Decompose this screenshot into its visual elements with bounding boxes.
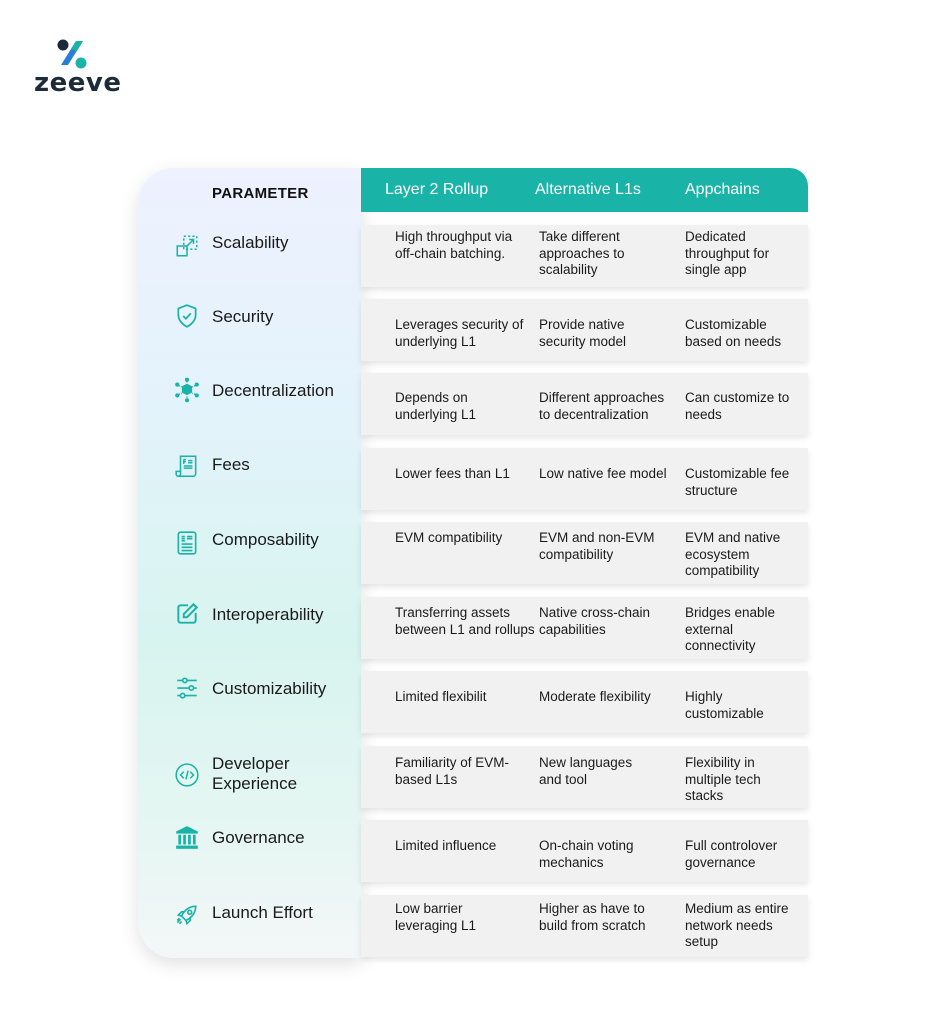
parameter-composability [138, 522, 361, 584]
scale-expand-icon [174, 233, 200, 259]
table-cell: EVM compatibility [395, 530, 503, 545]
table-row [361, 597, 808, 659]
column-header-bar [361, 168, 808, 212]
parameter-customizability [138, 671, 361, 733]
logo-wordmark: zeeve [34, 68, 122, 98]
parameter-label: Launch Effort [212, 903, 313, 922]
rocket-icon [174, 902, 200, 928]
table-cell: Familiarity of EVM-based L1s [395, 755, 510, 787]
table-row [361, 448, 808, 510]
parameter-decentralization [138, 373, 361, 435]
zeeve-logo-mark-icon [56, 38, 88, 70]
table-row [361, 299, 808, 361]
table-cell: Can customize to needs [685, 390, 790, 422]
table-cell: Transferring assets between L1 and rollups [395, 605, 535, 637]
table-cell: High throughput via off-chain batching. [395, 229, 513, 261]
table-cell: Different approaches to decentralization [539, 390, 665, 422]
table-cell: Depends on underlying L1 [395, 390, 477, 422]
table-cell: Medium as entire network needs setup [685, 901, 789, 949]
table-row [361, 522, 808, 584]
parameter-label: Interoperability [212, 605, 324, 624]
comparison-table [138, 168, 808, 958]
table-cell: EVM and native ecosystem compatibility [685, 530, 781, 578]
receipt-icon [174, 453, 200, 479]
column-header-appchains: Appchains [685, 181, 760, 198]
table-cell: Leverages security of underlying L1 [395, 317, 524, 349]
parameter-scalability [138, 225, 361, 287]
table-row [361, 746, 808, 808]
table-cell: Low barrier leveraging L1 [395, 901, 477, 933]
edit-square-icon [174, 601, 200, 627]
table-cell: Full controlover governance [685, 838, 778, 870]
column-header-layer2: Layer 2 Rollup [385, 181, 489, 198]
parameter-label: Developer Experience [212, 754, 298, 793]
column-header-alt-l1: Alternative L1s [535, 181, 641, 198]
zeeve-logo [34, 38, 124, 98]
table-cell: Low native fee model [539, 466, 667, 481]
table-row [361, 895, 808, 957]
parameter-label: Scalability [212, 233, 289, 252]
table-cell: Higher as have to build from scratch [539, 901, 646, 933]
table-cell: Lower fees than L1 [395, 466, 510, 481]
table-cell: Bridges enable external connectivity [685, 605, 776, 653]
table-cell: On-chain voting mechanics [539, 838, 634, 870]
parameter-governance [138, 820, 361, 882]
table-cell: Provide native security model [539, 317, 627, 349]
parameter-security [138, 299, 361, 361]
parameter-label: Decentralization [212, 381, 334, 400]
table-cell: Flexibility in multiple tech stacks [685, 755, 761, 803]
table-cell: Take different approaches to scalability [539, 229, 625, 277]
table-cell: Limited influence [395, 838, 497, 853]
table-cell: Customizable fee structure [685, 466, 790, 498]
table-cell: Highly customizable [685, 689, 764, 721]
table-cell: Customizable based on needs [685, 317, 782, 349]
table-row [361, 820, 808, 882]
table-row [361, 373, 808, 435]
document-icon [174, 530, 200, 556]
parameter-launch-effort [138, 895, 361, 957]
institution-icon [174, 825, 200, 851]
parameter-label: Security [212, 307, 274, 326]
table-cell: New languages and tool [539, 755, 633, 787]
shield-check-icon [174, 303, 200, 329]
parameter-header: PARAMETER [212, 185, 309, 202]
sliders-icon [174, 675, 200, 701]
table-cell: Native cross-chain capabilities [539, 605, 651, 637]
table-cell: Dedicated throughput for single app [685, 229, 770, 277]
parameter-label: Fees [212, 455, 250, 474]
parameter-label: Customizability [212, 679, 327, 698]
network-cube-icon [174, 377, 200, 403]
parameter-interoperability [138, 597, 361, 659]
parameter-developer-experience [138, 746, 361, 808]
parameter-label: Governance [212, 828, 305, 847]
table-cell: Moderate flexibility [539, 689, 651, 704]
table-row [361, 671, 808, 733]
code-icon [174, 762, 200, 788]
parameter-fees [138, 448, 361, 510]
parameter-label: Composability [212, 530, 319, 549]
table-row [361, 225, 808, 287]
table-cell: Limited flexibilit [395, 689, 487, 704]
table-cell: EVM and non-EVM compatibility [539, 530, 655, 562]
